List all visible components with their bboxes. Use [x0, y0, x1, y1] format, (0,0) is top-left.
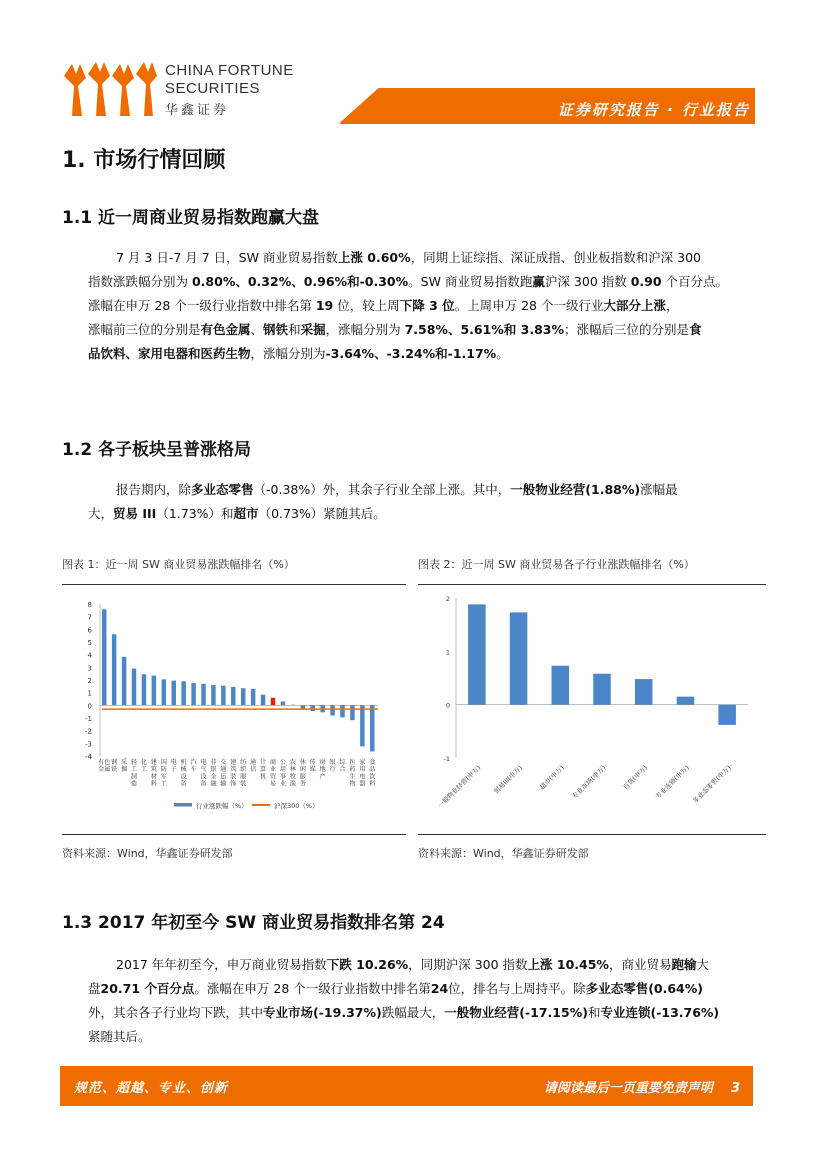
- subsection-title-1-2: 1.2 各子板块呈普涨格局: [62, 440, 252, 460]
- chart1-x-tick: 电子: [170, 759, 177, 774]
- chart1-x-tick: 轻工制造: [130, 759, 138, 788]
- paragraph-1-1: 7 月 3 日-7 月 7 日，SW 商业贸易指数上涨 0.60%，同期上证综指、深证成指、创业板指数和沪深 300 指数涨跌幅分别为 0.80%、0.32%、0.96%和-0.30%。SW 商业贸易指数跑赢沪深 300 指数 0.90 个百分点。 涨幅在申万 28 个一级行业指数中排名第 19 位，较上周下降 3 位。上周申万 28 个一级行业大部分上涨， 涨幅前三位的分别是有色金属、钢铁和采掘，涨幅分别为 7.58%、5.61%和 3.83%；涨幅后三位的分别是食 品饮料、家用电器和医药生物，涨幅分别为-3.64%、-3.24%和-1.17%。: [88, 250, 729, 361]
- chart1-bar: [310, 705, 314, 711]
- chart1-x-tick: 通信: [250, 759, 257, 774]
- paragraph-1-2: 报告期内，除多业态零售（-0.38%）外，其余子行业全部上涨。其中，一般物业经营(1.88%)涨幅最 大，贸易 III（1.73%）和超市（0.73%）紧随其后。: [88, 482, 678, 521]
- chart1-x-tick: 农林牧渔: [289, 759, 296, 788]
- chart1-x-tick: 传媒: [309, 759, 316, 774]
- chart1-legend-label-line: 沪深300（%）: [274, 802, 319, 810]
- chart1-x-tick: 有色金属: [98, 759, 111, 774]
- chart2-y-tick: -1: [443, 755, 450, 763]
- chart1-y-tick: 7: [87, 613, 92, 622]
- chart1-x-tick: 建筑材料: [150, 759, 157, 788]
- figure-1-source: 资料来源：Wind，华鑫证券研发部: [62, 847, 233, 860]
- brand-name-cn: 华鑫证券: [165, 103, 230, 118]
- report-type-label: 证券研究报告 · 行业报告: [557, 101, 750, 119]
- chart1-bar: [221, 686, 225, 706]
- chart1-y-tick: 3: [87, 664, 92, 673]
- subsection-title-1-1: 1.1 近一周商业贸易指数跑赢大盘: [62, 208, 320, 228]
- chart1-bar: [231, 687, 235, 705]
- chart2-y-tick: 1: [445, 648, 450, 657]
- chart1-x-tick: 机械设备: [180, 759, 187, 788]
- chart1-bar: [271, 698, 275, 706]
- chart1-x-tick: 综合: [339, 759, 346, 774]
- chart1-x-tick: 建筑装饰: [230, 759, 237, 788]
- figure-2-bottom-rule: [418, 834, 766, 835]
- chart1-bar: [261, 695, 265, 706]
- chart-subsector-ranking: [418, 590, 766, 830]
- figure-1-caption: 图表 1：近一周 SW 商业贸易涨跌幅排名（%）: [62, 558, 295, 571]
- chart1-x-tick: 公用事业: [279, 759, 287, 788]
- chart1-x-tick: 汽车: [190, 759, 197, 774]
- chart1-y-tick: 8: [87, 601, 92, 609]
- chart2-bar: [593, 674, 611, 705]
- chart2-x-tick: 超市(申万): [538, 763, 566, 792]
- chart1-y-tick: 6: [87, 626, 92, 635]
- chart1-x-tick: 交通运输: [220, 759, 227, 788]
- brand-name-en-line2: SECURITIES: [165, 80, 261, 97]
- chart1-bar: [132, 669, 136, 706]
- chart1-x-tick: 采掘: [120, 759, 128, 774]
- chart1-bar: [201, 684, 205, 706]
- company-logo: [58, 56, 158, 122]
- chart2-bar: [468, 604, 486, 704]
- figure-2-caption: 图表 2：近一周 SW 商业贸易各子行业涨跌幅排名（%）: [418, 558, 695, 571]
- chart2-x-tick: 百货(申万): [621, 763, 650, 792]
- chart1-bar: [181, 681, 185, 705]
- chart1-x-tick: 化工: [140, 759, 148, 774]
- chart1-x-tick: 医药生物: [349, 759, 356, 788]
- chart1-bar: [350, 705, 354, 720]
- chart1-bar: [191, 683, 195, 705]
- brand-name-en-line1: CHINA FORTUNE: [165, 62, 294, 79]
- chart1-y-tick: -2: [85, 727, 92, 736]
- chart1-y-tick: -3: [85, 740, 92, 749]
- subsection-title-1-3: 1.3 2017 年初至今 SW 商业贸易指数排名第 24: [62, 913, 445, 933]
- chart1-x-tick: 商业贸易: [269, 759, 277, 788]
- chart-sector-ranking: [62, 590, 406, 830]
- chart1-bar: [162, 679, 166, 705]
- chart1-bar: [142, 674, 146, 705]
- chart1-y-tick: 4: [87, 651, 92, 660]
- figure-1-bottom-rule: [62, 834, 406, 835]
- chart1-bar: [171, 681, 175, 706]
- chart2-x-tick: 贸易III(申万): [492, 763, 524, 796]
- chart2-bar: [510, 612, 528, 704]
- chart1-legend-swatch-bar: [174, 803, 192, 807]
- chart2-x-tick: 多业态零售(申万): [691, 763, 733, 806]
- figure-2-source: 资料来源：Wind，华鑫证券研发部: [418, 847, 589, 860]
- chart1-x-tick: 国防军工: [160, 759, 167, 788]
- chart1-x-tick: 计算机: [259, 759, 267, 781]
- chart1-y-tick: 5: [87, 639, 92, 647]
- chart1-bar: [370, 705, 374, 751]
- figure-2-top-rule: [418, 584, 766, 585]
- section-title: 1. 市场行情回顾: [62, 148, 226, 173]
- chart1-bar: [291, 705, 295, 706]
- chart1-bar: [122, 657, 126, 706]
- chart1-bar: [340, 705, 344, 717]
- chart1-y-tick: -4: [85, 753, 92, 761]
- chart1-x-tick: 电气设备: [200, 759, 207, 788]
- chart1-bar: [241, 688, 245, 705]
- chart1-bar: [112, 634, 116, 705]
- chart1-y-tick: 0: [87, 702, 92, 711]
- chart1-legend-label-bar: 行业涨跌幅（%）: [196, 802, 248, 810]
- chart1-x-tick: 休闲服务: [299, 759, 306, 788]
- chart1-y-tick: -1: [85, 715, 92, 723]
- chart1-x-tick: 钢铁: [111, 759, 118, 774]
- footer-motto: 规范、超越、专业、创新: [74, 1081, 229, 1096]
- chart2-y-tick: 2: [445, 595, 450, 603]
- chart2-y-tick: 0: [445, 701, 450, 710]
- footer-disclaimer: 请阅读最后一页重要免责声明 3: [543, 1081, 740, 1096]
- chart1-bar: [281, 702, 285, 706]
- chart1-x-tick: 食品饮料: [369, 759, 376, 788]
- chart2-bar: [718, 705, 736, 725]
- chart1-bar: [152, 676, 156, 706]
- chart2-x-tick: 一般物业经营(申万): [436, 763, 483, 810]
- chart1-bar: [211, 685, 215, 705]
- chart1-y-tick: 1: [87, 689, 92, 698]
- chart1-bar: [360, 705, 364, 746]
- chart2-x-tick: 专业连锁(申万): [654, 763, 691, 801]
- chart1-y-tick: 2: [87, 677, 92, 685]
- chart1-x-tick: 银行: [329, 759, 336, 774]
- chart1-x-tick: 家用电器: [359, 759, 366, 788]
- chart1-x-tick: 非银金融: [210, 759, 217, 788]
- chart1-x-tick: 房地产: [319, 759, 326, 781]
- chart2-bar: [635, 679, 653, 705]
- chart1-x-tick: 纺织服装: [240, 759, 247, 788]
- chart2-x-tick: 专业市场(申万): [570, 763, 608, 801]
- chart1-bar: [251, 689, 255, 705]
- chart2-bar: [677, 697, 695, 705]
- chart2-bar: [552, 666, 570, 705]
- figure-1-top-rule: [62, 584, 406, 585]
- chart1-bar: [330, 705, 334, 715]
- paragraph-1-3: 2017 年年初至今，申万商业贸易指数下跌 10.26%，同期沪深 300 指数上涨 10.45%，商业贸易跑输大 盘20.71 个百分点。涨幅在申万 28 个一级行业指数中排名第24位，排名与上周持平。除多业态零售(0.64%) 外，其余各子行业均下跌，其中专业市场(-19.37%)跌幅最大，一般物业经营(-17.15%)和专业连锁(-13.76%) 紧随其后。: [88, 957, 720, 1044]
- chart1-bar: [102, 609, 106, 705]
- chart1-bar: [301, 705, 305, 708]
